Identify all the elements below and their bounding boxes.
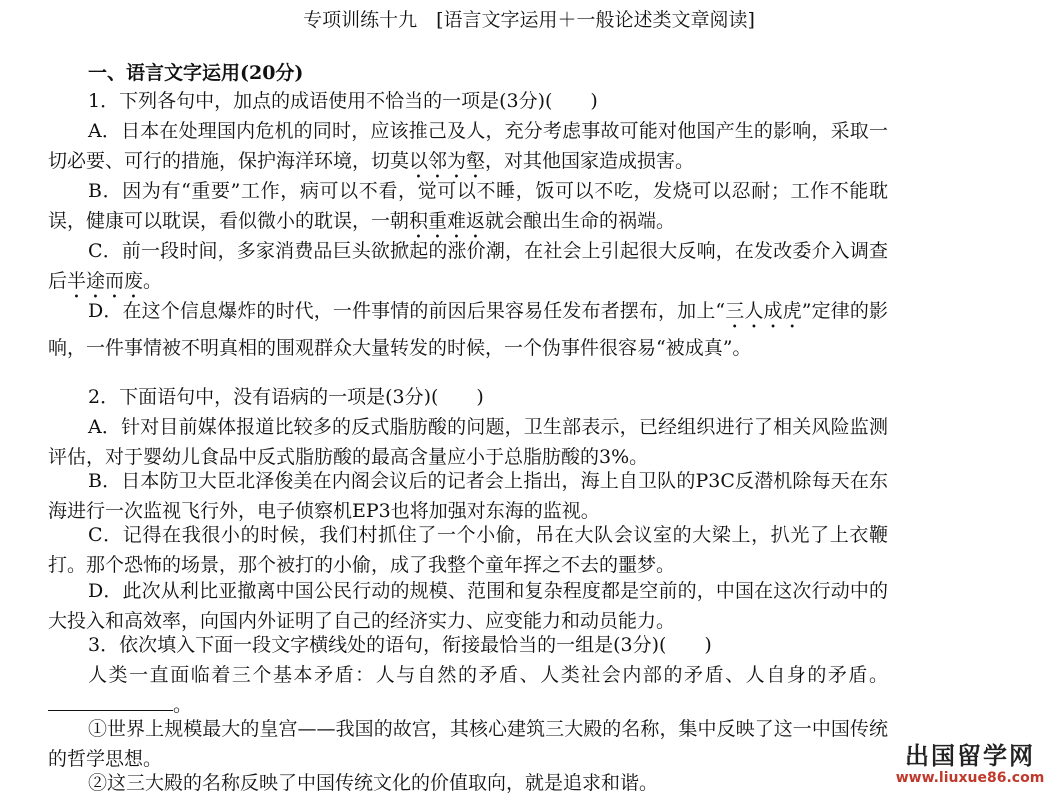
option-text: B．因为有“重要”工作，病可以不看，觉可以不睡，饭可以不吃，发烧可以忍耐；工作不能耽误，健康可以耽误，看似微小的耽误，一朝 <box>48 180 888 232</box>
option-text: ”定律的影响，一件事情被不明真相的围观群众大量转发的时候，一个伪事件很容易“被成真”。 <box>48 300 888 359</box>
dotted-idiom: 半途而废 <box>67 270 144 292</box>
dotted-idiom: 三人成虎 <box>725 300 802 322</box>
question-2-option-a: A．针对目前媒体报道比较多的反式脂肪酸的问题，卫生部表示，已经组织进行了相关风险监测评估，对于婴幼儿食品中反式脂肪酸的最高含量应小于总脂肪酸的3%。 <box>48 416 888 468</box>
dotted-idiom: 以邻为壑 <box>409 150 486 172</box>
question-1-option-d <box>48 296 888 363</box>
page-title: 专项训练十九 [语言文字运用＋一般论述类文章阅读] <box>303 9 755 31</box>
option-text: 。 <box>143 270 163 292</box>
option-text: 就会酿出生命的祸端。 <box>485 210 676 232</box>
blank-end-mark: 。 <box>173 694 193 716</box>
option-text: ，对其他国家造成损害。 <box>485 150 695 172</box>
option-text: D．在这个信息爆炸的时代，一件事情的前因后果容易任发布者摆布，加上“ <box>88 300 726 322</box>
passage-text: 人类一直面临着三个基本矛盾：人与自然的矛盾、人类社会内部的矛盾、人自身的矛盾。 <box>88 664 888 686</box>
watermark-title: 出国留学网 <box>905 742 1035 770</box>
question-3-passage <box>48 660 888 720</box>
section-heading: 一、语言文字运用(20分) <box>88 62 304 84</box>
watermark-url: www.liuxue86.com <box>895 770 1045 786</box>
option-text: A．日本在处理国内危机的同时，应该推己及人，充分考虑事故可能对他国产生的影响，采取一切必要、可行的措施，保护海洋环境，切莫 <box>48 120 888 172</box>
site-watermark <box>890 742 1050 790</box>
question-1-option-c <box>48 236 888 303</box>
question-2-stem: 2．下面语句中，没有语病的一项是(3分)( ) <box>88 386 484 408</box>
option-text: C．前一段时间，多家消费品巨头欲掀起的涨价潮，在社会上引起很大反响，在发改委介入调查后 <box>48 240 888 292</box>
question-3-sentence-1: ①世界上规模最大的皇宫——我国的故宫，其核心建筑三大殿的名称，集中反映了这一中国传统的哲学思想。 <box>48 718 888 770</box>
question-3-sentence-2: ②这三大殿的名称反映了中国传统文化的价值取向，就是追求和谐。 <box>88 772 659 794</box>
question-2-option-b: B．日本防卫大臣北泽俊美在内阁会议后的记者会上指出，海上自卫队的P3C反潜机除每天在东海进行一次监视飞行外，电子侦察机EP3也将加强对东海的监视。 <box>48 470 888 522</box>
fill-blank-line <box>48 692 173 711</box>
question-1-stem: 1．下列各句中，加点的成语使用不恰当的一项是(3分)( ) <box>88 90 598 112</box>
question-2-option-d: D．此次从利比亚撤离中国公民行动的规模、范围和复杂程度都是空前的，中国在这次行动中的大投入和高效率，向国内外证明了自己的经济实力、应变能力和动员能力。 <box>48 580 888 632</box>
dotted-idiom: 积重难返 <box>409 210 486 232</box>
question-3-stem: 3．依次填入下面一段文字横线处的语句，衔接最恰当的一组是(3分)( ) <box>88 634 712 656</box>
question-1-option-b <box>48 176 888 243</box>
question-2-option-c: C．记得在我很小的时候，我们村抓住了一个小偷，吊在大队会议室的大梁上，扒光了上衣鞭打。那个恐怖的场景，那个被打的小偷，成了我整个童年挥之不去的噩梦。 <box>48 524 888 576</box>
question-1-option-a <box>48 116 888 183</box>
